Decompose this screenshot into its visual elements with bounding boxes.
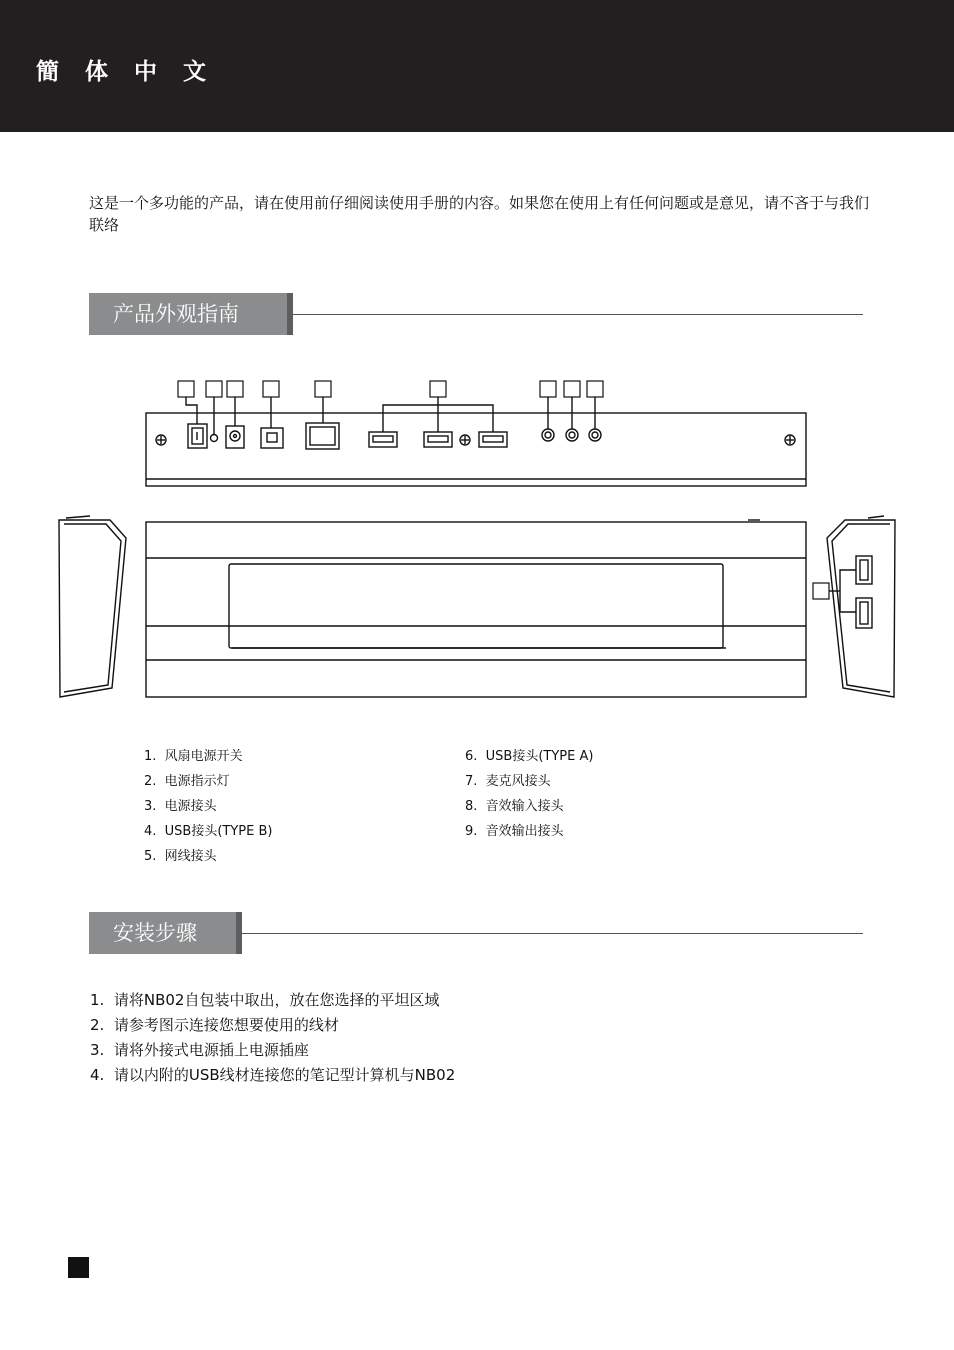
legend-item: 4. USB接头(TYPE B) (144, 824, 273, 839)
language-title: 簡 体 中 文 (36, 59, 216, 85)
install-step: 2. 请参考图示连接您想要使用的线材 (90, 1016, 339, 1034)
legend-item: 6. USB接头(TYPE A) (465, 749, 594, 764)
legend-item: 9. 音效输出接头 (465, 824, 564, 839)
legend-item: 3. 电源接头 (144, 799, 217, 814)
front-view (146, 520, 806, 697)
install-step: 3. 请将外接式电源插上电源插座 (90, 1041, 309, 1059)
install-step: 1. 请将NB02自包装中取出，放在您选择的平坦区域 (90, 991, 440, 1009)
legend-item: 7. 麦克风接头 (465, 774, 551, 789)
callout-markers (178, 381, 603, 397)
legend-item: 8. 音效输入接头 (465, 799, 564, 814)
intro-paragraph: 这是一个多功能的产品，请在使用前仔细阅读使用手册的内容。如果您在使用上有任何问题或是意见，请不吝于与我们联络 (89, 194, 870, 234)
legend-item: 1. 风扇电源开关 (144, 749, 243, 764)
install-step: 4. 请以内附的USB线材连接您的笔记型计算机与NB02 (90, 1066, 456, 1084)
legend-item: 5. 网线接头 (144, 849, 217, 864)
callout-right-side (813, 583, 829, 599)
section-title-appearance: 产品外观指南 (89, 293, 287, 335)
legend-item: 2. 电源指示灯 (144, 774, 230, 789)
page-marker (68, 1257, 89, 1278)
left-side-view (59, 516, 126, 697)
right-side-view (827, 516, 895, 697)
section-title-install: 安装步骤 (89, 912, 236, 954)
rear-panel (146, 397, 806, 486)
section-divider-install (242, 933, 863, 934)
